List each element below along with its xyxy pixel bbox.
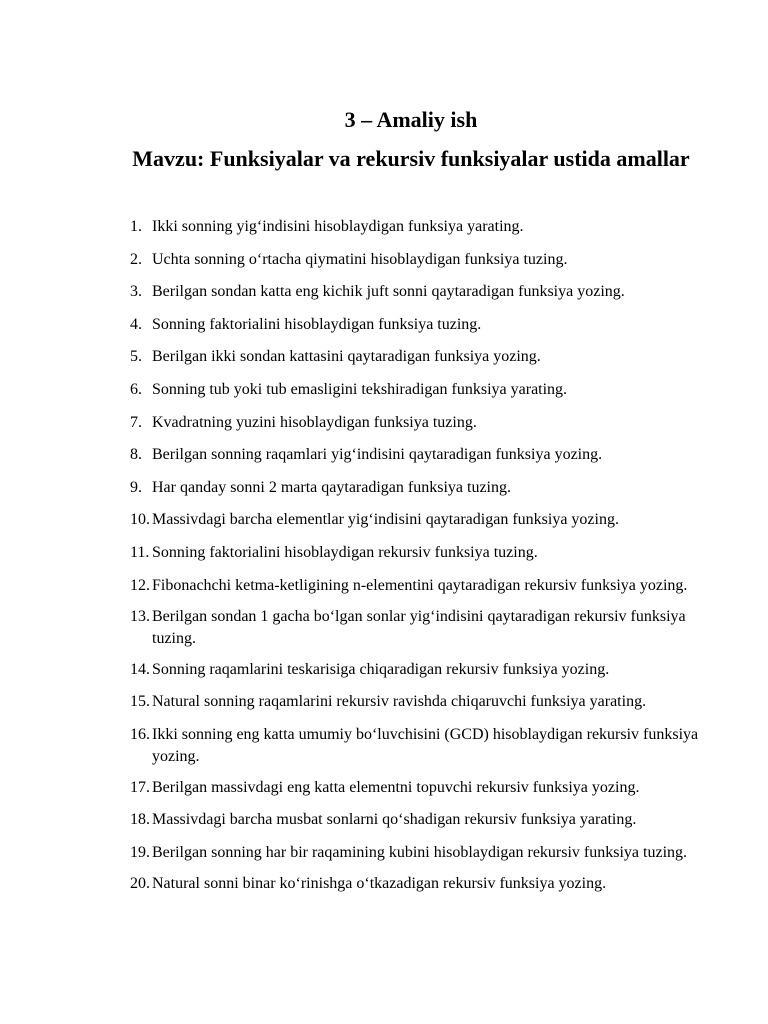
list-item-text: Berilgan sondan 1 gacha bo‘lgan sonlar yig‘indisini qaytaradigan rekursiv funksiya tuzing.	[152, 607, 686, 647]
list-item-number: 5.	[130, 348, 142, 366]
list-item-text: Kvadratning yuzini hisoblaydigan funksiya tuzing.	[152, 413, 477, 431]
list-item	[0, 691, 768, 713]
page-title: 3 – Amaliy ish	[344, 107, 478, 132]
list-item	[0, 542, 768, 564]
list-item-number: 9.	[130, 478, 142, 496]
list-item-text: Sonning faktorialini hisoblaydigan funksiya tuzing.	[152, 315, 482, 333]
list-item-text: Har qanday sonni 2 marta qaytaradigan funksiya tuzing.	[152, 478, 511, 496]
page-subtitle: Mavzu: Funksiyalar va rekursiv funksiyalar ustida amallar	[132, 146, 690, 171]
list-item-number: 1.	[130, 218, 142, 235]
list-item	[0, 477, 768, 499]
list-item	[0, 575, 768, 597]
list-item-text: Sonning tub yoki tub emasligini tekshiradigan funksiya yarating.	[152, 380, 568, 398]
list-item	[0, 509, 768, 531]
list-item-number: 2.	[130, 250, 142, 268]
list-item-text: Berilgan sondan katta eng kichik juft sonni qaytaradigan funksiya yozing.	[152, 283, 625, 301]
list-item	[0, 412, 768, 434]
list-item	[0, 379, 768, 401]
list-item-text: Massivdagi barcha elementlar yig‘indisini qaytaradigan funksiya yozing.	[152, 511, 619, 529]
list-item-text: Natural sonni binar ko‘rinishga o‘tkazadigan rekursiv funksiya yozing.	[152, 874, 607, 892]
list-item	[0, 314, 768, 336]
list-item	[0, 606, 768, 650]
list-item-text: Uchta sonning o‘rtacha qiymatini hisoblaydigan funksiya tuzing.	[152, 250, 568, 268]
list-item	[0, 249, 768, 271]
list-item-number: 12.	[130, 576, 150, 594]
list-item-text: Sonning faktorialini hisoblaydigan rekursiv funksiya tuzing.	[152, 543, 538, 561]
list-item-text: Sonning raqamlarini teskarisiga chiqaradigan rekursiv funksiya yozing.	[152, 660, 610, 678]
list-item-text: Ikki sonning eng katta umumiy bo‘luvchisini (GCD) hisoblaydigan rekursiv funksiya yozing.	[152, 725, 699, 765]
list-item-text: Berilgan massivdagi eng katta elementni topuvchi rekursiv funksiya yozing.	[152, 778, 640, 796]
list-item	[0, 444, 768, 466]
list-item-text: Berilgan sonning har bir raqamining kubini hisoblaydigan rekursiv funksiya tuzing.	[152, 843, 688, 861]
list-item-number: 6.	[130, 380, 142, 398]
list-item-number: 4.	[130, 315, 142, 333]
list-item-number: 17.	[130, 778, 150, 796]
list-item	[0, 724, 768, 768]
list-item-number: 16.	[130, 725, 150, 743]
list-item	[0, 346, 768, 368]
list-item-text: Ikki sonning yig‘indisini hisoblaydigan funksiya yarating.	[152, 218, 524, 235]
list-item	[0, 659, 768, 681]
list-item-text: Natural sonning raqamlarini rekursiv ravishda chiqaruvchi funksiya yarating.	[152, 693, 647, 711]
list-item-text: Berilgan sonning raqamlari yig‘indisini qaytaradigan funksiya yozing.	[152, 446, 603, 464]
list-item	[0, 809, 768, 831]
list-item-text: Massivdagi barcha musbat sonlarni qo‘shadigan rekursiv funksiya yarating.	[152, 811, 637, 829]
list-item-number: 8.	[130, 446, 142, 464]
list-item-number: 3.	[130, 283, 142, 301]
list-item-text: Fibonachchi ketma-ketligining n-elementini qaytaradigan rekursiv funksiya yozing.	[152, 576, 688, 594]
list-item	[0, 777, 768, 799]
list-item	[0, 842, 768, 864]
list-item	[0, 216, 768, 238]
list-item-number: 10.	[130, 511, 150, 529]
list-item-text: Berilgan ikki sondan kattasini qaytaradigan funksiya yozing.	[152, 348, 541, 366]
task-list	[0, 216, 768, 906]
list-item	[0, 873, 768, 895]
list-item-number: 19.	[130, 843, 150, 861]
list-item-number: 11.	[130, 543, 150, 561]
list-item-number: 15.	[130, 693, 150, 711]
list-item-number: 20.	[130, 874, 150, 892]
list-item-number: 14.	[130, 660, 150, 678]
list-item	[0, 281, 768, 303]
list-item-number: 18.	[130, 811, 150, 829]
list-item-number: 7.	[130, 413, 142, 431]
list-item-number: 13.	[130, 607, 150, 625]
